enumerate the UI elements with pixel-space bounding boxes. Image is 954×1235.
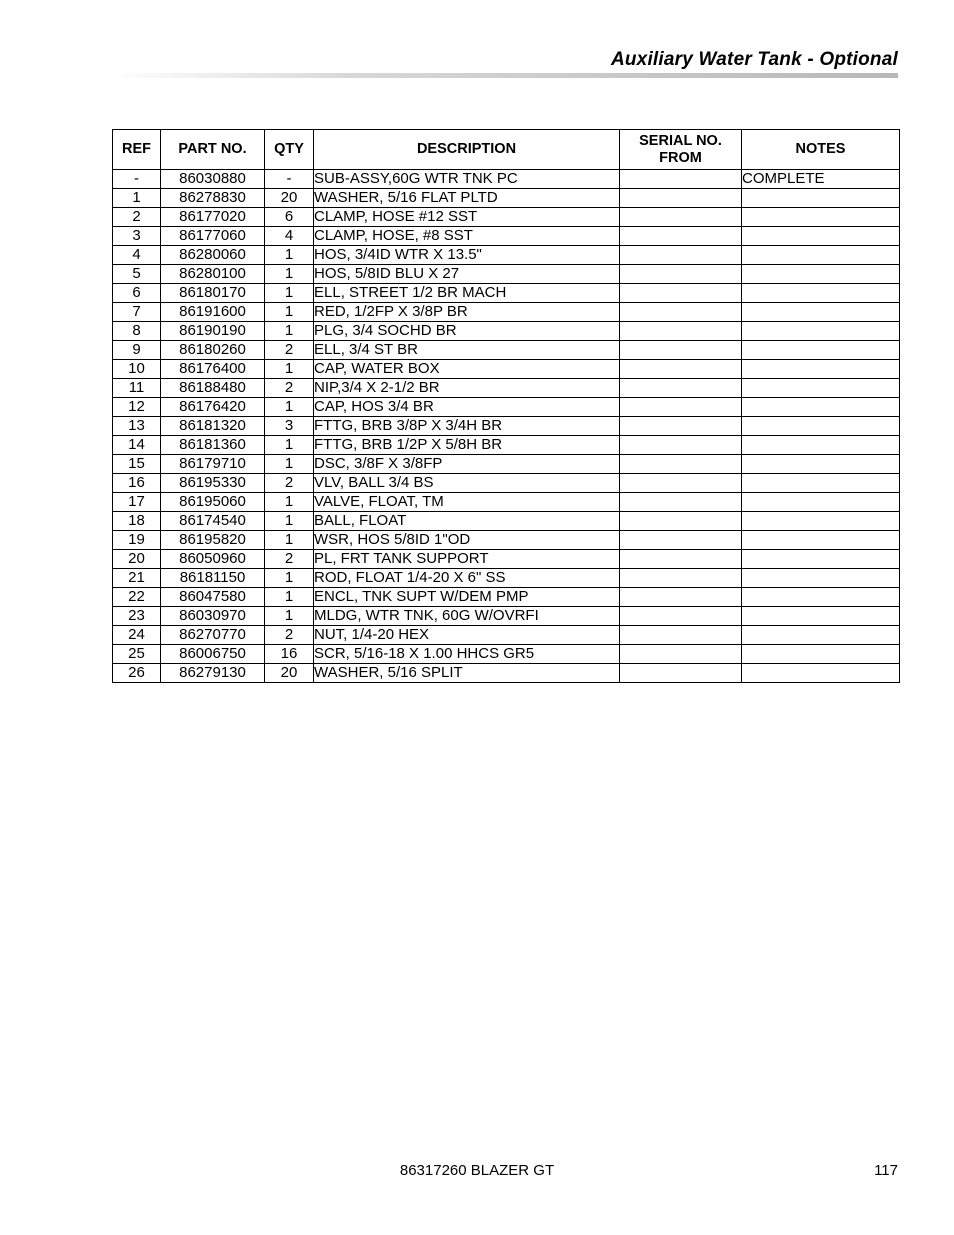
cell-qty: 1: [265, 569, 314, 588]
cell-serial-no-from: [620, 322, 742, 341]
cell-description: CAP, HOS 3/4 BR: [314, 398, 620, 417]
cell-qty: 20: [265, 664, 314, 683]
cell-description: MLDG, WTR TNK, 60G W/OVRFI: [314, 607, 620, 626]
cell-part-no: 86177060: [161, 227, 265, 246]
cell-part-no: 86191600: [161, 303, 265, 322]
cell-description: CAP, WATER BOX: [314, 360, 620, 379]
cell-part-no: 86180170: [161, 284, 265, 303]
column-header-ref: REF: [113, 130, 161, 170]
cell-description: DSC, 3/8F X 3/8FP: [314, 455, 620, 474]
cell-notes: [742, 531, 900, 550]
cell-serial-no-from: [620, 569, 742, 588]
cell-qty: 2: [265, 474, 314, 493]
cell-part-no: 86280060: [161, 246, 265, 265]
cell-qty: 1: [265, 246, 314, 265]
cell-ref: 12: [113, 398, 161, 417]
cell-serial-no-from: [620, 493, 742, 512]
cell-part-no: 86047580: [161, 588, 265, 607]
cell-ref: 15: [113, 455, 161, 474]
cell-qty: 2: [265, 550, 314, 569]
cell-part-no: 86006750: [161, 645, 265, 664]
header-divider: [112, 73, 898, 78]
cell-notes: [742, 379, 900, 398]
cell-qty: 4: [265, 227, 314, 246]
cell-ref: 19: [113, 531, 161, 550]
table-row: [113, 607, 900, 626]
cell-ref: 5: [113, 265, 161, 284]
cell-part-no: 86181360: [161, 436, 265, 455]
cell-notes: [742, 208, 900, 227]
parts-table-header: [113, 130, 900, 170]
cell-description: CLAMP, HOSE #12 SST: [314, 208, 620, 227]
cell-ref: 18: [113, 512, 161, 531]
cell-qty: 1: [265, 436, 314, 455]
cell-serial-no-from: [620, 284, 742, 303]
cell-ref: 9: [113, 341, 161, 360]
cell-notes: [742, 303, 900, 322]
cell-ref: 7: [113, 303, 161, 322]
cell-serial-no-from: [620, 208, 742, 227]
cell-notes: [742, 227, 900, 246]
cell-serial-no-from: [620, 455, 742, 474]
cell-serial-no-from: [620, 512, 742, 531]
cell-serial-no-from: [620, 360, 742, 379]
cell-serial-no-from: [620, 170, 742, 189]
cell-part-no: 86270770: [161, 626, 265, 645]
cell-ref: 1: [113, 189, 161, 208]
column-header-qty: QTY: [265, 130, 314, 170]
cell-qty: 2: [265, 341, 314, 360]
cell-description: SUB-ASSY,60G WTR TNK PC: [314, 170, 620, 189]
cell-qty: 1: [265, 455, 314, 474]
cell-part-no: 86278830: [161, 189, 265, 208]
cell-notes: [742, 626, 900, 645]
cell-part-no: 86030880: [161, 170, 265, 189]
cell-serial-no-from: [620, 550, 742, 569]
cell-qty: -: [265, 170, 314, 189]
column-header-part-no: PART NO.: [161, 130, 265, 170]
cell-part-no: 86030970: [161, 607, 265, 626]
page-title: Auxiliary Water Tank - Optional: [610, 49, 898, 70]
cell-notes: [742, 664, 900, 683]
table-row: [113, 436, 900, 455]
cell-ref: 25: [113, 645, 161, 664]
cell-serial-no-from: [620, 436, 742, 455]
cell-description: WASHER, 5/16 SPLIT: [314, 664, 620, 683]
cell-ref: 24: [113, 626, 161, 645]
cell-part-no: 86280100: [161, 265, 265, 284]
cell-qty: 1: [265, 607, 314, 626]
table-row: [113, 208, 900, 227]
cell-part-no: 86176420: [161, 398, 265, 417]
table-row: [113, 474, 900, 493]
header-row: [113, 130, 900, 170]
cell-serial-no-from: [620, 303, 742, 322]
cell-serial-no-from: [620, 474, 742, 493]
cell-notes: [742, 588, 900, 607]
cell-notes: [742, 322, 900, 341]
table-row: [113, 455, 900, 474]
cell-ref: 6: [113, 284, 161, 303]
cell-notes: [742, 417, 900, 436]
cell-serial-no-from: [620, 265, 742, 284]
column-header-notes: NOTES: [742, 130, 900, 170]
cell-ref: 13: [113, 417, 161, 436]
cell-notes: [742, 512, 900, 531]
parts-table: [112, 129, 900, 683]
table-row: [113, 303, 900, 322]
cell-serial-no-from: [620, 626, 742, 645]
cell-ref: 20: [113, 550, 161, 569]
cell-serial-no-from: [620, 379, 742, 398]
cell-ref: 23: [113, 607, 161, 626]
cell-qty: 1: [265, 284, 314, 303]
cell-qty: 1: [265, 303, 314, 322]
cell-qty: 3: [265, 417, 314, 436]
table-row: [113, 322, 900, 341]
cell-ref: 11: [113, 379, 161, 398]
cell-notes: [742, 265, 900, 284]
cell-description: HOS, 5/8ID BLU X 27: [314, 265, 620, 284]
cell-part-no: 86188480: [161, 379, 265, 398]
cell-ref: 14: [113, 436, 161, 455]
cell-ref: 21: [113, 569, 161, 588]
cell-serial-no-from: [620, 189, 742, 208]
cell-serial-no-from: [620, 227, 742, 246]
cell-ref: 26: [113, 664, 161, 683]
cell-description: ELL, STREET 1/2 BR MACH: [314, 284, 620, 303]
cell-part-no: 86195330: [161, 474, 265, 493]
cell-qty: 1: [265, 360, 314, 379]
cell-ref: 3: [113, 227, 161, 246]
cell-part-no: 86179710: [161, 455, 265, 474]
cell-notes: [742, 607, 900, 626]
column-header-description: DESCRIPTION: [314, 130, 620, 170]
cell-notes: [742, 246, 900, 265]
cell-description: ELL, 3/4 ST BR: [314, 341, 620, 360]
cell-notes: [742, 645, 900, 664]
document-id: 86317260 BLAZER GT: [399, 1162, 555, 1179]
cell-description: ENCL, TNK SUPT W/DEM PMP: [314, 588, 620, 607]
cell-description: WSR, HOS 5/8ID 1"OD: [314, 531, 620, 550]
cell-description: PLG, 3/4 SOCHD BR: [314, 322, 620, 341]
cell-description: NIP,3/4 X 2-1/2 BR: [314, 379, 620, 398]
cell-serial-no-from: [620, 588, 742, 607]
cell-qty: 1: [265, 493, 314, 512]
cell-ref: 17: [113, 493, 161, 512]
cell-qty: 1: [265, 398, 314, 417]
cell-part-no: 86195060: [161, 493, 265, 512]
cell-description: NUT, 1/4-20 HEX: [314, 626, 620, 645]
cell-notes: [742, 550, 900, 569]
cell-notes: [742, 189, 900, 208]
cell-notes: [742, 341, 900, 360]
cell-qty: 1: [265, 512, 314, 531]
cell-description: VALVE, FLOAT, TM: [314, 493, 620, 512]
cell-description: PL, FRT TANK SUPPORT: [314, 550, 620, 569]
table-row: [113, 265, 900, 284]
cell-description: ROD, FLOAT 1/4-20 X 6" SS: [314, 569, 620, 588]
cell-description: HOS, 3/4ID WTR X 13.5": [314, 246, 620, 265]
cell-part-no: 86195820: [161, 531, 265, 550]
cell-qty: 1: [265, 265, 314, 284]
table-row: [113, 360, 900, 379]
cell-part-no: 86190190: [161, 322, 265, 341]
cell-qty: 1: [265, 322, 314, 341]
cell-part-no: 86180260: [161, 341, 265, 360]
cell-notes: [742, 474, 900, 493]
cell-description: SCR, 5/16-18 X 1.00 HHCS GR5: [314, 645, 620, 664]
table-row: [113, 284, 900, 303]
table-row: [113, 379, 900, 398]
cell-notes: [742, 569, 900, 588]
table-row: [113, 512, 900, 531]
cell-qty: 2: [265, 626, 314, 645]
cell-ref: 8: [113, 322, 161, 341]
cell-part-no: 86177020: [161, 208, 265, 227]
cell-ref: 2: [113, 208, 161, 227]
cell-serial-no-from: [620, 417, 742, 436]
column-header-serial-no-from: SERIAL NO. FROM: [620, 130, 742, 170]
table-row: [113, 664, 900, 683]
cell-serial-no-from: [620, 341, 742, 360]
table-row: [113, 493, 900, 512]
cell-description: CLAMP, HOSE, #8 SST: [314, 227, 620, 246]
cell-serial-no-from: [620, 246, 742, 265]
cell-description: BALL, FLOAT: [314, 512, 620, 531]
table-row: [113, 417, 900, 436]
table-row: [113, 588, 900, 607]
cell-ref: 22: [113, 588, 161, 607]
table-row: [113, 569, 900, 588]
cell-part-no: 86279130: [161, 664, 265, 683]
cell-description: WASHER, 5/16 FLAT PLTD: [314, 189, 620, 208]
cell-qty: 2: [265, 379, 314, 398]
cell-notes: [742, 398, 900, 417]
cell-ref: 16: [113, 474, 161, 493]
table-row: [113, 227, 900, 246]
cell-ref: -: [113, 170, 161, 189]
cell-serial-no-from: [620, 607, 742, 626]
cell-qty: 1: [265, 531, 314, 550]
cell-qty: 16: [265, 645, 314, 664]
cell-ref: 4: [113, 246, 161, 265]
table-row: [113, 246, 900, 265]
page-number: 117: [874, 1162, 898, 1179]
cell-description: FTTG, BRB 1/2P X 5/8H BR: [314, 436, 620, 455]
cell-ref: 10: [113, 360, 161, 379]
parts-table-body: [113, 170, 900, 683]
table-row: [113, 341, 900, 360]
cell-serial-no-from: [620, 645, 742, 664]
cell-qty: 20: [265, 189, 314, 208]
cell-serial-no-from: [620, 398, 742, 417]
cell-qty: 6: [265, 208, 314, 227]
table-row: [113, 170, 900, 189]
cell-part-no: 86174540: [161, 512, 265, 531]
cell-description: RED, 1/2FP X 3/8P BR: [314, 303, 620, 322]
cell-serial-no-from: [620, 664, 742, 683]
cell-part-no: 86181150: [161, 569, 265, 588]
cell-part-no: 86176400: [161, 360, 265, 379]
table-row: [113, 398, 900, 417]
table-row: [113, 626, 900, 645]
table-row: [113, 189, 900, 208]
cell-notes: [742, 436, 900, 455]
table-row: [113, 645, 900, 664]
cell-description: FTTG, BRB 3/8P X 3/4H BR: [314, 417, 620, 436]
cell-part-no: 86181320: [161, 417, 265, 436]
cell-notes: COMPLETE: [742, 170, 900, 189]
cell-description: VLV, BALL 3/4 BS: [314, 474, 620, 493]
table-row: [113, 531, 900, 550]
cell-serial-no-from: [620, 531, 742, 550]
cell-notes: [742, 455, 900, 474]
cell-qty: 1: [265, 588, 314, 607]
cell-part-no: 86050960: [161, 550, 265, 569]
cell-notes: [742, 284, 900, 303]
cell-notes: [742, 493, 900, 512]
cell-notes: [742, 360, 900, 379]
table-row: [113, 550, 900, 569]
